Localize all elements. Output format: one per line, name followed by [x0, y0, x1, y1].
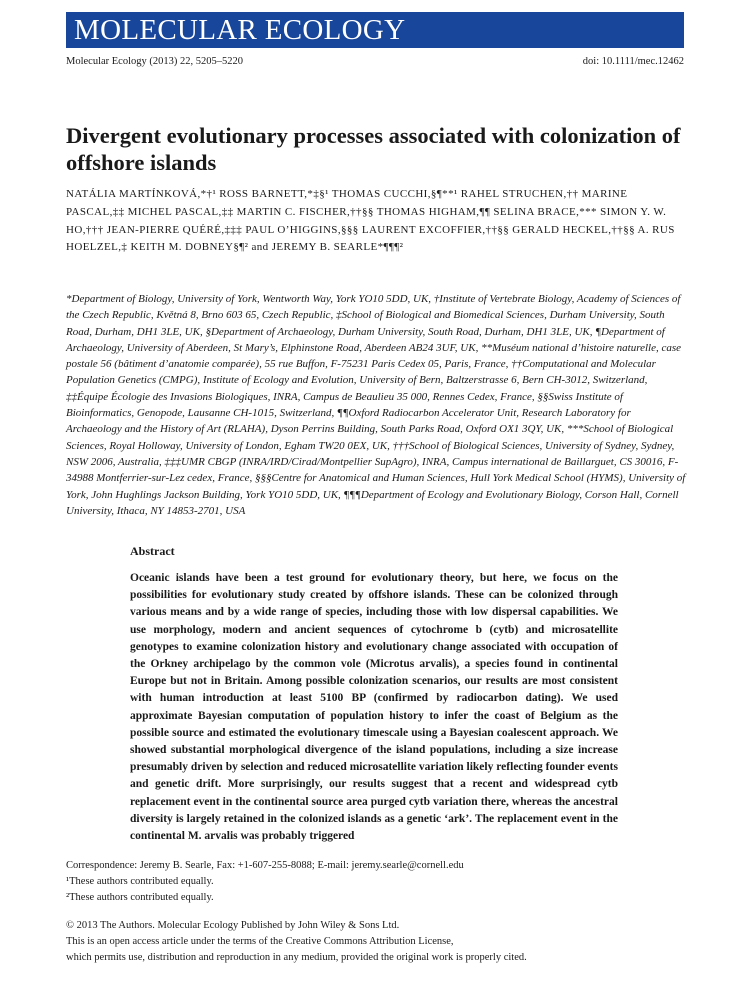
footnote-2: ²These authors contributed equally. [66, 892, 214, 903]
license-line-1: This is an open access article under the terms of the Creative Commons Attribution License, [66, 936, 454, 947]
abstract-heading: Abstract [130, 544, 175, 558]
abstract-text: Oceanic islands have been a test ground for evolutionary theory, but here, we focus on the possibilities for evolutionary study created by offshore islands. These can be colonized through various means and by a wide range of species, including those with low dispersal capabilities. We use morphology, modern and ancient sequences of cytochrome b (cytb) and microsatellite genotypes to examine colonization history and evolutionary change associated with occupation of the Orkney archipelago by the common vole (Microtus arvalis), a species found in continental Europe but not in Britain. Among possible colonization scenarios, our results are most consistent with human introduction at least 5100 BP (confirmed by radiocarbon dating). We used approximate Bayesian computation of population history to infer the coast of Belgium as the possible source and estimated the evolutionary timescale using a Bayesian coalescent approach. We showed substantial morphological divergence of the island populations, including a size increase presumably driven by selection and reduced microsatellite variation likely reflecting founder events and genetic drift. More surprisingly, our results suggest that a recent and widespread cytb replacement event in the continental source area purged cytb variation there, whereas the ancestral diversity is largely retained in the colonized islands as a genetic ‘ark’. The replacement event in the continental M. arvalis was probably triggered [130, 572, 618, 843]
author-list: NATÁLIA MARTÍNKOVÁ,*†¹ ROSS BARNETT,*‡§¹ THOMAS CUCCHI,§¶**¹ RAHEL STRUCHEN,†† MARINE PASCAL,‡‡ MICHEL PASCAL,‡‡ MARTIN C. FISCHER,††§§ THOMAS HIGHAM,¶¶ SELINA BRACE,*** SIMON Y. W. HO,††† JEAN-PIERRE QUÉRÉ,‡‡‡ PAUL O’HIGGINS,§§§ LAURENT EXCOFFIER,††§§ GERALD HECKEL,††§§ A. RUS HOELZEL,‡ KEITH M. DOBNEY§¶² and JEREMY B. SEARLE*¶¶¶² [66, 188, 675, 254]
correspondence: Correspondence: Jeremy B. Searle, Fax: +1-607-255-8088; E-mail: jeremy.searle@cornell.edu [66, 860, 464, 871]
doi-link[interactable]: doi: 10.1111/mec.12462 [582, 56, 684, 67]
license-line-2: which permits use, distribution and reproduction in any medium, provided the original work is properly cited. [66, 952, 527, 963]
footnotes [66, 858, 464, 906]
footnote-1: ¹These authors contributed equally. [66, 876, 214, 887]
affiliations: *Department of Biology, University of York, Wentworth Way, York YO10 5DD, UK, †Institute of Vertebrate Biology, Academy of Sciences of the Czech Republic, Květná 8, Brno 603 65, Czech Republic, ‡School of Biological and Biomedical Sciences, Durham University, South Road, Durham, DH1 3LE, UK, §Department of Archaeology, Durham University, South Road, Durham, DH1 3LE, UK, ¶Department of Archaeology, University of Aberdeen, St Mary’s, Elphinstone Road, Aberdeen AB24 3UF, UK, **Muséum national d’histoire naturelle, case postale 56 (bâtiment d’anatomie comparée), 55 rue Buffon, F-75231 Paris Cedex 05, Paris, France, ††Computational and Molecular Population Genetics (CMPG), Institute of Ecology and Evolution, University of Bern, Baltzerstrasse 6, Bern CH-3012, Switzerland, ‡‡Équipe Écologie des Invasions Biologiques, INRA, Campus de Beaulieu 35 000, Rennes Cedex, France, §§Swiss Institute of Bioinformatics, Genopode, Lausanne CH-1015, Switzerland, ¶¶Oxford Radiocarbon Accelerator Unit, Research Laboratory for Archaeology and the History of Art (RLAHA), Dyson Perrins Building, South Parks Road, Oxford OX1 3QY, UK, ***School of Biological Sciences, Royal Holloway, University of London, Egham TW20 0EX, UK, †††School of Biological Sciences, University of Sydney, Sydney, NSW 2006, Australia, ‡‡‡UMR CBGP (INRA/IRD/Cirad/Montpellier SupAgro), INRA, Campus international de Baillarguet, CS 30016, F-34988 Montferrier-sur-Lez cedex, France, §§§Centre for Anatomical and Human Sciences, Hull York Medical School (HYMS), University of York, John Hughlings Jackson Building, York YO10 5DD, UK, ¶¶¶Department of Ecology and Evolutionary Biology, Corson Hall, Cornell University, Ithaca, NY 14853-2701, USA [66, 293, 686, 517]
journal-citation: Molecular Ecology (2013) 22, 5205–5220 [66, 56, 244, 67]
copyright-block [66, 918, 686, 966]
article-title: Divergent evolutionary processes associated with colonization of offshore islands [66, 123, 681, 175]
copyright-line: © 2013 The Authors. Molecular Ecology Published by John Wiley & Sons Ltd. [66, 920, 400, 931]
journal-banner: MOLECULAR ECOLOGY [66, 12, 684, 48]
